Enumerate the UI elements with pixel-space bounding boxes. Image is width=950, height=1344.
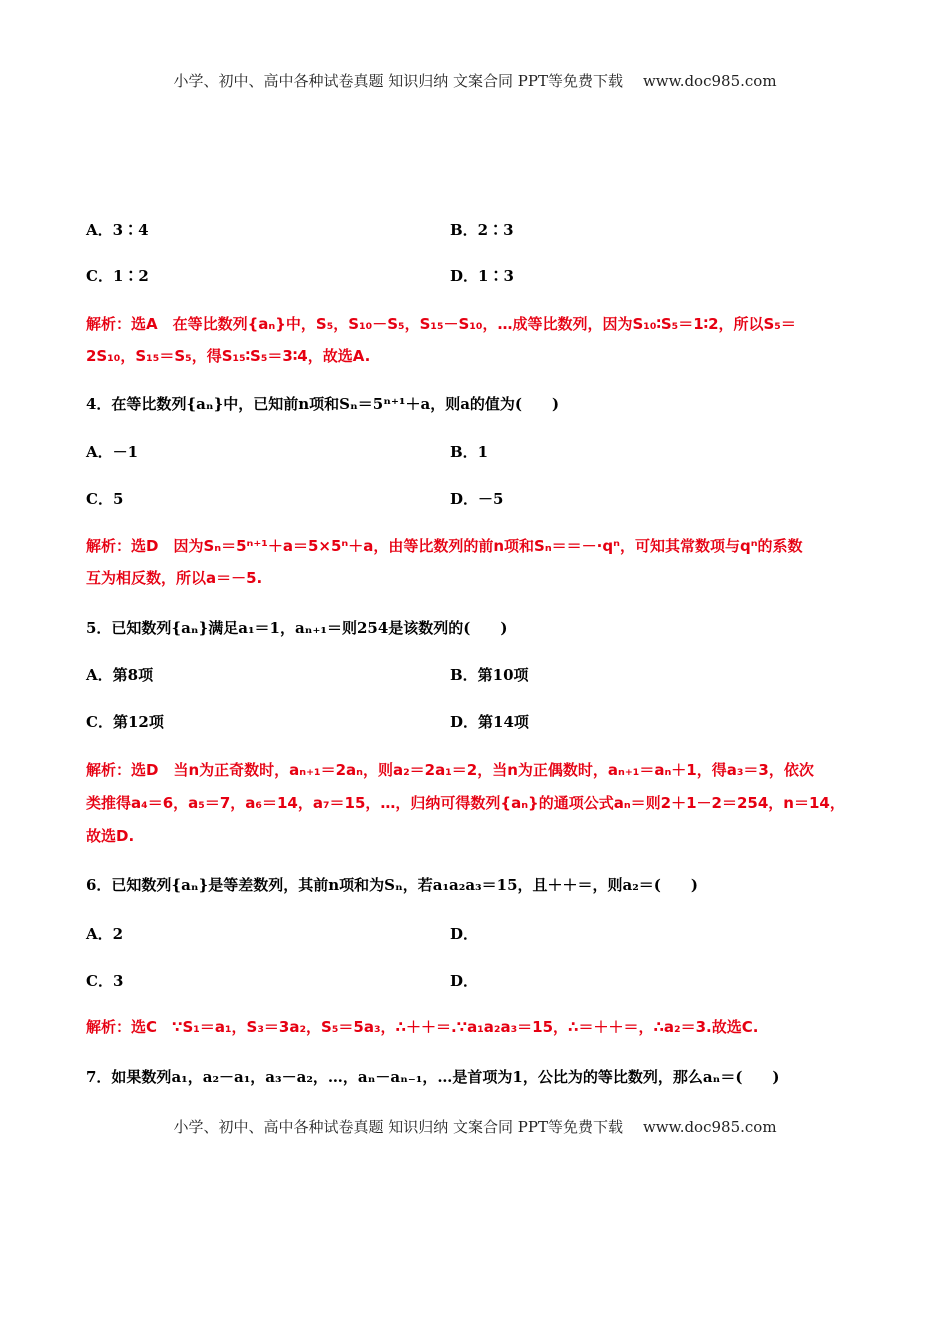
q3-option-b: B．2∶3 — [450, 221, 514, 239]
footer-site: www.doc985.com — [642, 1118, 777, 1136]
q3-option-c: C．1∶2 — [86, 267, 149, 285]
q4-option-a: A．－1 — [86, 443, 139, 461]
q4-solution-line-1: 解析：选D 因为Sₙ＝5ⁿ⁺¹＋a＝5×5ⁿ＋a，由等比数列的前n项和Sₙ＝＝－·qⁿ，可知其常数项与qⁿ的系数 — [86, 537, 803, 555]
page-footer — [0, 1116, 950, 1137]
q5-option-b: B．第10项 — [450, 666, 529, 684]
q5-solution-line-1: 解析：选D 当n为正奇数时，aₙ₊₁＝2aₙ，则a₂＝2a₁＝2，当n为正偶数时，aₙ₊₁＝aₙ＋1，得a₃＝3，依次 — [86, 761, 814, 779]
q6-stem: 6．已知数列{aₙ}是等差数列，其前n项和为Sₙ，若a₁a₂a₃＝15，且＋＋＝，则a₂＝( ) — [86, 876, 698, 894]
q6-option-a: A．2 — [86, 925, 124, 943]
q3-option-a: A．3∶4 — [86, 221, 149, 239]
q3-option-d: D．1∶3 — [450, 267, 514, 285]
q5-option-a: A．第8项 — [86, 666, 154, 684]
q6-option-c: C．3 — [86, 972, 124, 990]
footer-text: 小学、初中、高中各种试卷真题 知识归纳 文案合同 PPT等免费下载 — [173, 1118, 623, 1136]
q3-solution-line-1: 解析：选A 在等比数列{aₙ}中，S₅，S₁₀－S₅，S₁₅－S₁₀，…成等比数列，因为S₁₀∶S₅＝1∶2，所以S₅＝ — [86, 315, 796, 333]
q4-option-d: D．－5 — [450, 490, 504, 508]
q4-option-c: C．5 — [86, 490, 124, 508]
q7-stem: 7．如果数列a₁，a₂－a₁，a₃－a₂，…，aₙ－aₙ₋₁，…是首项为1，公比为的等比数列，那么aₙ＝( ) — [86, 1068, 780, 1086]
header-text: 小学、初中、高中各种试卷真题 知识归纳 文案合同 PPT等免费下载 — [173, 72, 623, 90]
q5-option-d: D．第14项 — [450, 713, 529, 731]
q6-option-b: D． — [450, 925, 479, 943]
q5-option-c: C．第12项 — [86, 713, 164, 731]
q5-stem: 5．已知数列{aₙ}满足a₁＝1，aₙ₊₁＝则254是该数列的( ) — [86, 619, 508, 637]
header-site: www.doc985.com — [642, 72, 777, 90]
q5-solution-line-2: 类推得a₄＝6，a₅＝7，a₆＝14，a₇＝15，…，归纳可得数列{aₙ}的通项公式aₙ＝则2＋1－2＝254，n＝14， — [86, 794, 845, 812]
q3-solution-line-2: 2S₁₀，S₁₅＝S₅，得S₁₅∶S₅＝3∶4，故选A. — [86, 347, 371, 365]
q4-stem: 4．在等比数列{aₙ}中，已知前n项和Sₙ＝5ⁿ⁺¹＋a，则a的值为( ) — [86, 395, 560, 413]
q6-solution-line-1: 解析：选C ∵S₁＝a₁，S₃＝3a₂，S₅＝5a₃，∴＋＋＝.∵a₁a₂a₃＝15，∴＝＋＋＝，∴a₂＝3.故选C. — [86, 1018, 759, 1036]
q4-option-b: B．1 — [450, 443, 489, 461]
page-header — [0, 70, 950, 91]
q4-solution-line-2: 互为相反数，所以a＝－5. — [86, 569, 263, 587]
q6-option-d: D． — [450, 972, 479, 990]
q5-solution-line-3: 故选D. — [86, 827, 135, 845]
